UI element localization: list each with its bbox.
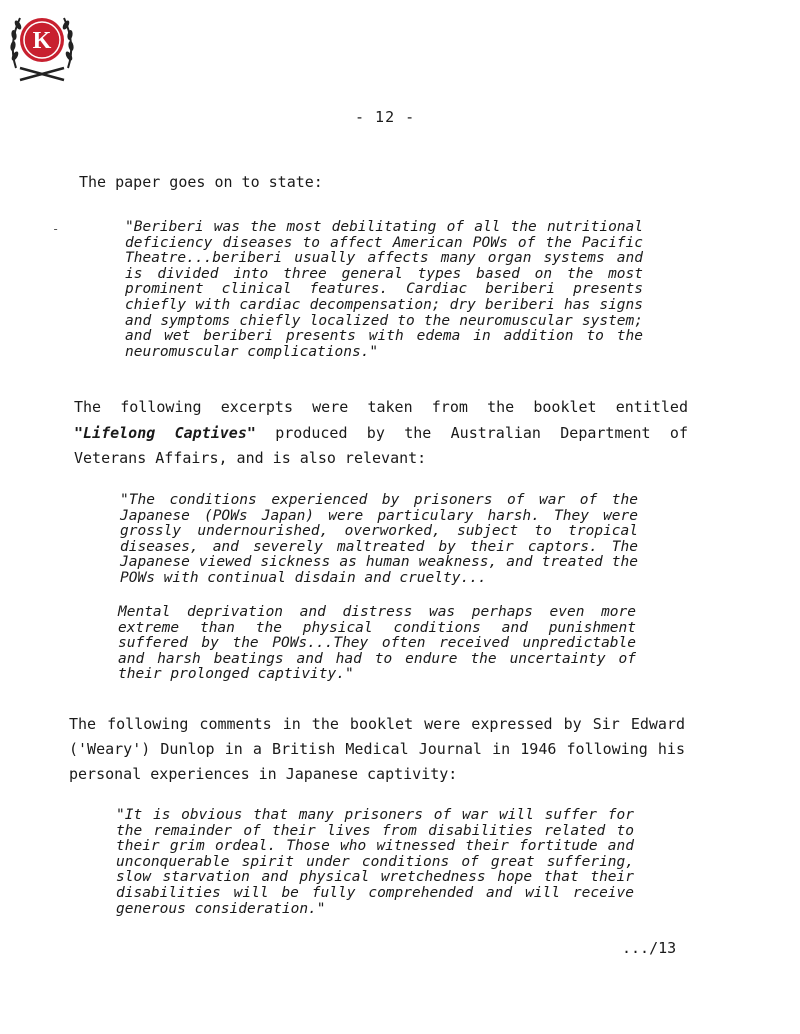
laurel-logo-icon [6,4,78,84]
quote-conditions: "The conditions experienced by prisoners of war of the Japanese (POWs Japan) were particulary harsh. They were grossly undernourished, overworked, subject to tropical diseases, and severely maltreated by their captors. The Japanese viewed sickness as human weakness, and treated the POWs with continual disdain and cruelty... [120,492,638,586]
page-number: - 12 - [355,108,416,126]
para2-text-before: The following excerpts were taken from the booklet entitled [74,398,688,416]
quote-mental-deprivation: Mental deprivation and distress was perhaps even more extreme than the physical conditions and punishment suffered by the POWs...They often received unpredictable and harsh beatings and had to endure the uncertainty of their prolonged captivity." [118,604,636,683]
excerpts-paragraph [74,395,688,472]
margin-mark: - [52,222,60,236]
booklet-title: "Lifelong Captives" [74,423,256,442]
para2-text-after: produced by the Australian Department of Veterans Affairs, and is also relevant: [74,423,688,467]
intro-paragraph: The paper goes on to state: [79,173,323,191]
dunlop-paragraph: The following comments in the booklet were expressed by Sir Edward ('Weary') Dunlop in a British Medical Journal in 1946 following his personal experiences in Japanese captivity: [69,715,685,783]
continuation-marker: .../13 [622,939,677,957]
logo-letter: K [32,28,52,54]
quote-beriberi: "Beriberi was the most debilitating of all the nutritional deficiency diseases to affect American POWs of the Pacific Theatre...beriberi usually affects many organ systems and is divided into three general types based on the most prominent clinical features. Cardiac beriberi presents chiefly with cardiac decompensation; dry beriberi has signs and symptoms chiefly localized to the neuromuscular system; and wet beriberi presents with edema in addition to the neuromuscular complications." [125,219,643,360]
quote-dunlop: "It is obvious that many prisoners of war will suffer for the remainder of their lives from disabilities related to their grim ordeal. Those who witnessed their fortitude and unconquerable spirit under conditions of great suffering, slow starvation and physical wretchedness hope that their disabilities will be fully comprehended and will receive generous consideration." [116,807,634,917]
